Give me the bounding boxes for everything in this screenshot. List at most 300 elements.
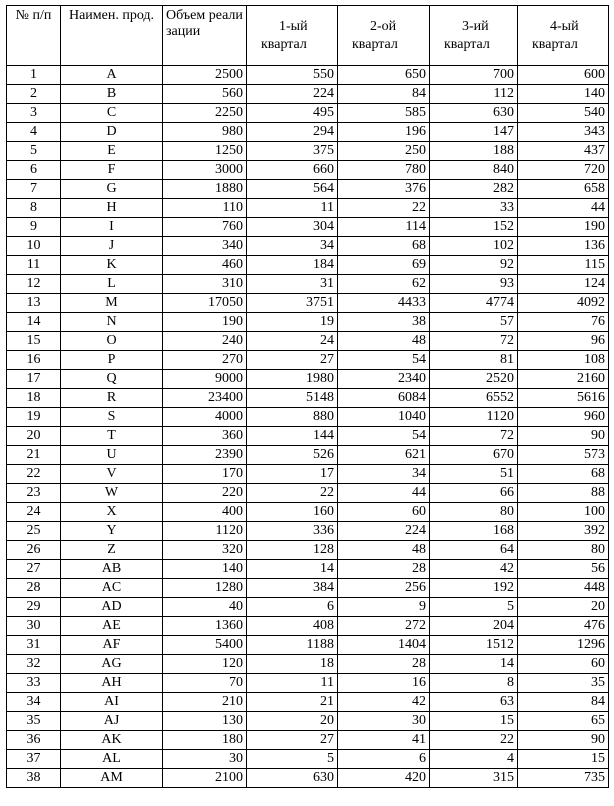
cell-sales-volume: 2390: [163, 446, 247, 465]
cell-quarter-1: 880: [247, 408, 338, 427]
cell-product-name: AF: [61, 636, 163, 655]
cell-row-number: 22: [7, 465, 61, 484]
cell-quarter-2: 62: [338, 275, 430, 294]
cell-row-number: 19: [7, 408, 61, 427]
header-quarter-3-number: 3-ий: [462, 18, 489, 34]
cell-sales-volume: 340: [163, 237, 247, 256]
header-row: [7, 6, 609, 66]
cell-row-number: 2: [7, 85, 61, 104]
cell-quarter-2: 34: [338, 465, 430, 484]
cell-quarter-4: 540: [518, 104, 609, 123]
cell-sales-volume: 110: [163, 199, 247, 218]
table-row: [7, 750, 609, 769]
cell-quarter-3: 840: [430, 161, 518, 180]
cell-quarter-1: 184: [247, 256, 338, 275]
cell-quarter-1: 5: [247, 750, 338, 769]
cell-quarter-3: 168: [430, 522, 518, 541]
cell-quarter-3: 15: [430, 712, 518, 731]
cell-quarter-2: 114: [338, 218, 430, 237]
cell-product-name: K: [61, 256, 163, 275]
cell-product-name: B: [61, 85, 163, 104]
cell-quarter-2: 38: [338, 313, 430, 332]
cell-quarter-2: 22: [338, 199, 430, 218]
cell-quarter-4: 960: [518, 408, 609, 427]
cell-row-number: 32: [7, 655, 61, 674]
cell-quarter-2: 650: [338, 66, 430, 85]
table-row: [7, 256, 609, 275]
cell-sales-volume: 70: [163, 674, 247, 693]
cell-row-number: 15: [7, 332, 61, 351]
cell-row-number: 28: [7, 579, 61, 598]
cell-row-number: 10: [7, 237, 61, 256]
cell-quarter-1: 304: [247, 218, 338, 237]
cell-quarter-1: 408: [247, 617, 338, 636]
cell-quarter-3: 670: [430, 446, 518, 465]
cell-quarter-1: 1188: [247, 636, 338, 655]
cell-product-name: D: [61, 123, 163, 142]
cell-quarter-4: 35: [518, 674, 609, 693]
cell-quarter-3: 33: [430, 199, 518, 218]
table-row: [7, 731, 609, 750]
cell-quarter-4: 15: [518, 750, 609, 769]
table-row: [7, 180, 609, 199]
cell-sales-volume: 130: [163, 712, 247, 731]
cell-sales-volume: 1880: [163, 180, 247, 199]
cell-row-number: 11: [7, 256, 61, 275]
cell-quarter-1: 128: [247, 541, 338, 560]
cell-row-number: 25: [7, 522, 61, 541]
cell-sales-volume: 190: [163, 313, 247, 332]
cell-quarter-4: 60: [518, 655, 609, 674]
cell-quarter-2: 376: [338, 180, 430, 199]
cell-product-name: AJ: [61, 712, 163, 731]
cell-quarter-2: 9: [338, 598, 430, 617]
cell-quarter-2: 224: [338, 522, 430, 541]
cell-sales-volume: 4000: [163, 408, 247, 427]
header-quarter-4-number: 4-ый: [550, 18, 579, 34]
table-row: [7, 161, 609, 180]
header-product-name: Наимен. прод.: [61, 6, 163, 66]
cell-quarter-4: 476: [518, 617, 609, 636]
table-row: [7, 598, 609, 617]
cell-quarter-1: 17: [247, 465, 338, 484]
cell-quarter-1: 27: [247, 351, 338, 370]
cell-quarter-1: 660: [247, 161, 338, 180]
cell-quarter-4: 720: [518, 161, 609, 180]
cell-quarter-4: 190: [518, 218, 609, 237]
header-quarter-1: [247, 6, 338, 66]
table-row: [7, 446, 609, 465]
cell-row-number: 38: [7, 769, 61, 788]
cell-product-name: J: [61, 237, 163, 256]
header-quarter-1-number: 1-ый: [279, 18, 308, 34]
cell-quarter-2: 4433: [338, 294, 430, 313]
cell-quarter-2: 196: [338, 123, 430, 142]
header-quarter-4: [518, 6, 609, 66]
cell-row-number: 29: [7, 598, 61, 617]
cell-quarter-1: 31: [247, 275, 338, 294]
cell-product-name: G: [61, 180, 163, 199]
cell-product-name: E: [61, 142, 163, 161]
table-row: [7, 541, 609, 560]
cell-row-number: 8: [7, 199, 61, 218]
cell-quarter-2: 69: [338, 256, 430, 275]
header-quarter-2-label: квартал: [352, 36, 398, 52]
cell-quarter-1: 6: [247, 598, 338, 617]
cell-quarter-3: 72: [430, 332, 518, 351]
cell-product-name: W: [61, 484, 163, 503]
cell-quarter-2: 6084: [338, 389, 430, 408]
cell-sales-volume: 40: [163, 598, 247, 617]
cell-quarter-4: 124: [518, 275, 609, 294]
cell-quarter-1: 564: [247, 180, 338, 199]
cell-quarter-3: 5: [430, 598, 518, 617]
cell-quarter-1: 14: [247, 560, 338, 579]
cell-quarter-1: 20: [247, 712, 338, 731]
table-row: [7, 484, 609, 503]
cell-quarter-4: 90: [518, 731, 609, 750]
cell-row-number: 1: [7, 66, 61, 85]
cell-quarter-3: 42: [430, 560, 518, 579]
table-row: [7, 123, 609, 142]
cell-quarter-2: 420: [338, 769, 430, 788]
cell-quarter-1: 160: [247, 503, 338, 522]
cell-row-number: 26: [7, 541, 61, 560]
cell-quarter-4: 76: [518, 313, 609, 332]
cell-row-number: 14: [7, 313, 61, 332]
table-row: [7, 275, 609, 294]
cell-product-name: I: [61, 218, 163, 237]
cell-quarter-4: 392: [518, 522, 609, 541]
cell-quarter-4: 2160: [518, 370, 609, 389]
table-row: [7, 104, 609, 123]
table-row: [7, 636, 609, 655]
cell-quarter-1: 27: [247, 731, 338, 750]
header-sales-volume: Объем реализации: [163, 6, 247, 66]
cell-sales-volume: 1280: [163, 579, 247, 598]
cell-quarter-3: 630: [430, 104, 518, 123]
table-row: [7, 351, 609, 370]
cell-row-number: 16: [7, 351, 61, 370]
table-row: [7, 237, 609, 256]
table-row: [7, 522, 609, 541]
cell-quarter-2: 16: [338, 674, 430, 693]
table-row: [7, 218, 609, 237]
cell-row-number: 13: [7, 294, 61, 313]
cell-quarter-1: 11: [247, 674, 338, 693]
cell-sales-volume: 140: [163, 560, 247, 579]
cell-quarter-1: 18: [247, 655, 338, 674]
cell-quarter-2: 54: [338, 427, 430, 446]
cell-quarter-2: 60: [338, 503, 430, 522]
cell-quarter-3: 72: [430, 427, 518, 446]
cell-quarter-3: 147: [430, 123, 518, 142]
cell-quarter-4: 84: [518, 693, 609, 712]
cell-sales-volume: 23400: [163, 389, 247, 408]
cell-quarter-4: 5616: [518, 389, 609, 408]
cell-sales-volume: 220: [163, 484, 247, 503]
cell-product-name: V: [61, 465, 163, 484]
cell-row-number: 37: [7, 750, 61, 769]
cell-quarter-3: 4774: [430, 294, 518, 313]
cell-quarter-1: 550: [247, 66, 338, 85]
cell-quarter-3: 2520: [430, 370, 518, 389]
cell-quarter-2: 256: [338, 579, 430, 598]
table-row: [7, 712, 609, 731]
cell-row-number: 20: [7, 427, 61, 446]
cell-row-number: 9: [7, 218, 61, 237]
cell-product-name: S: [61, 408, 163, 427]
header-quarter-1-label: квартал: [261, 36, 307, 52]
cell-quarter-2: 54: [338, 351, 430, 370]
cell-product-name: AH: [61, 674, 163, 693]
cell-product-name: O: [61, 332, 163, 351]
table-row: [7, 294, 609, 313]
cell-quarter-1: 24: [247, 332, 338, 351]
table-row: [7, 408, 609, 427]
cell-product-name: AG: [61, 655, 163, 674]
cell-quarter-3: 6552: [430, 389, 518, 408]
cell-quarter-2: 272: [338, 617, 430, 636]
cell-quarter-4: 56: [518, 560, 609, 579]
cell-row-number: 36: [7, 731, 61, 750]
table-row: [7, 85, 609, 104]
table-row: [7, 199, 609, 218]
table-row: [7, 427, 609, 446]
cell-sales-volume: 17050: [163, 294, 247, 313]
header-quarter-2: [338, 6, 430, 66]
table-row: [7, 769, 609, 788]
cell-quarter-2: 41: [338, 731, 430, 750]
cell-quarter-2: 6: [338, 750, 430, 769]
cell-quarter-3: 204: [430, 617, 518, 636]
cell-sales-volume: 2100: [163, 769, 247, 788]
cell-row-number: 3: [7, 104, 61, 123]
cell-quarter-2: 48: [338, 541, 430, 560]
cell-sales-volume: 460: [163, 256, 247, 275]
cell-quarter-1: 34: [247, 237, 338, 256]
cell-quarter-4: 343: [518, 123, 609, 142]
cell-sales-volume: 210: [163, 693, 247, 712]
table-row: [7, 332, 609, 351]
cell-product-name: AB: [61, 560, 163, 579]
cell-quarter-3: 700: [430, 66, 518, 85]
cell-quarter-4: 90: [518, 427, 609, 446]
table-row: [7, 693, 609, 712]
cell-product-name: X: [61, 503, 163, 522]
cell-sales-volume: 180: [163, 731, 247, 750]
cell-sales-volume: 2500: [163, 66, 247, 85]
cell-quarter-4: 573: [518, 446, 609, 465]
cell-product-name: AI: [61, 693, 163, 712]
cell-row-number: 4: [7, 123, 61, 142]
cell-product-name: AD: [61, 598, 163, 617]
table-row: [7, 674, 609, 693]
cell-quarter-2: 48: [338, 332, 430, 351]
cell-sales-volume: 3000: [163, 161, 247, 180]
cell-quarter-4: 448: [518, 579, 609, 598]
cell-product-name: AE: [61, 617, 163, 636]
cell-quarter-3: 188: [430, 142, 518, 161]
cell-quarter-2: 84: [338, 85, 430, 104]
cell-quarter-4: 44: [518, 199, 609, 218]
cell-product-name: AC: [61, 579, 163, 598]
cell-quarter-2: 250: [338, 142, 430, 161]
cell-quarter-4: 4092: [518, 294, 609, 313]
cell-quarter-4: 735: [518, 769, 609, 788]
cell-quarter-1: 22: [247, 484, 338, 503]
cell-quarter-4: 20: [518, 598, 609, 617]
cell-sales-volume: 980: [163, 123, 247, 142]
cell-quarter-1: 526: [247, 446, 338, 465]
cell-quarter-1: 630: [247, 769, 338, 788]
cell-sales-volume: 400: [163, 503, 247, 522]
table-body: [7, 66, 609, 788]
cell-quarter-4: 1296: [518, 636, 609, 655]
cell-quarter-4: 100: [518, 503, 609, 522]
cell-quarter-1: 495: [247, 104, 338, 123]
cell-product-name: AM: [61, 769, 163, 788]
cell-sales-volume: 320: [163, 541, 247, 560]
cell-quarter-1: 294: [247, 123, 338, 142]
cell-quarter-1: 144: [247, 427, 338, 446]
cell-sales-volume: 270: [163, 351, 247, 370]
cell-quarter-1: 384: [247, 579, 338, 598]
cell-quarter-4: 658: [518, 180, 609, 199]
cell-product-name: P: [61, 351, 163, 370]
cell-product-name: R: [61, 389, 163, 408]
header-quarter-3-label: квартал: [444, 36, 490, 52]
cell-quarter-2: 585: [338, 104, 430, 123]
cell-sales-volume: 240: [163, 332, 247, 351]
cell-quarter-1: 375: [247, 142, 338, 161]
cell-quarter-3: 282: [430, 180, 518, 199]
cell-quarter-3: 102: [430, 237, 518, 256]
cell-product-name: Z: [61, 541, 163, 560]
cell-product-name: AL: [61, 750, 163, 769]
cell-quarter-4: 136: [518, 237, 609, 256]
cell-quarter-3: 152: [430, 218, 518, 237]
cell-quarter-3: 192: [430, 579, 518, 598]
cell-product-name: L: [61, 275, 163, 294]
cell-row-number: 33: [7, 674, 61, 693]
cell-quarter-2: 621: [338, 446, 430, 465]
cell-product-name: Q: [61, 370, 163, 389]
cell-quarter-3: 51: [430, 465, 518, 484]
cell-quarter-3: 315: [430, 769, 518, 788]
cell-sales-volume: 310: [163, 275, 247, 294]
cell-quarter-1: 11: [247, 199, 338, 218]
header-row-number: № п/п: [7, 6, 61, 66]
sales-table: [6, 5, 609, 788]
cell-quarter-3: 63: [430, 693, 518, 712]
cell-quarter-3: 4: [430, 750, 518, 769]
cell-quarter-4: 65: [518, 712, 609, 731]
cell-quarter-3: 81: [430, 351, 518, 370]
cell-quarter-4: 68: [518, 465, 609, 484]
cell-quarter-3: 57: [430, 313, 518, 332]
cell-row-number: 31: [7, 636, 61, 655]
cell-quarter-2: 28: [338, 655, 430, 674]
table-row: [7, 655, 609, 674]
cell-quarter-3: 1512: [430, 636, 518, 655]
cell-quarter-3: 14: [430, 655, 518, 674]
cell-quarter-4: 115: [518, 256, 609, 275]
table-header: [7, 6, 609, 66]
cell-row-number: 35: [7, 712, 61, 731]
table-row: [7, 370, 609, 389]
cell-quarter-3: 112: [430, 85, 518, 104]
cell-quarter-1: 5148: [247, 389, 338, 408]
cell-row-number: 6: [7, 161, 61, 180]
cell-sales-volume: 360: [163, 427, 247, 446]
cell-quarter-3: 92: [430, 256, 518, 275]
cell-quarter-1: 224: [247, 85, 338, 104]
cell-sales-volume: 560: [163, 85, 247, 104]
cell-quarter-4: 88: [518, 484, 609, 503]
cell-product-name: U: [61, 446, 163, 465]
cell-quarter-1: 336: [247, 522, 338, 541]
header-quarter-2-number: 2-ой: [370, 18, 397, 34]
cell-sales-volume: 5400: [163, 636, 247, 655]
cell-quarter-2: 30: [338, 712, 430, 731]
cell-sales-volume: 1250: [163, 142, 247, 161]
cell-quarter-1: 21: [247, 693, 338, 712]
cell-quarter-3: 1120: [430, 408, 518, 427]
cell-product-name: AK: [61, 731, 163, 750]
cell-quarter-3: 22: [430, 731, 518, 750]
cell-row-number: 27: [7, 560, 61, 579]
cell-quarter-2: 44: [338, 484, 430, 503]
cell-quarter-3: 93: [430, 275, 518, 294]
header-quarter-3: [430, 6, 518, 66]
cell-quarter-3: 64: [430, 541, 518, 560]
cell-product-name: N: [61, 313, 163, 332]
table-row: [7, 503, 609, 522]
cell-quarter-3: 8: [430, 674, 518, 693]
cell-row-number: 34: [7, 693, 61, 712]
cell-product-name: A: [61, 66, 163, 85]
cell-product-name: C: [61, 104, 163, 123]
cell-row-number: 30: [7, 617, 61, 636]
cell-quarter-4: 437: [518, 142, 609, 161]
cell-quarter-2: 1040: [338, 408, 430, 427]
cell-sales-volume: 1120: [163, 522, 247, 541]
cell-quarter-4: 140: [518, 85, 609, 104]
cell-sales-volume: 1360: [163, 617, 247, 636]
table-row: [7, 142, 609, 161]
cell-sales-volume: 9000: [163, 370, 247, 389]
table-row: [7, 617, 609, 636]
cell-quarter-4: 80: [518, 541, 609, 560]
cell-quarter-3: 66: [430, 484, 518, 503]
cell-row-number: 5: [7, 142, 61, 161]
table-row: [7, 313, 609, 332]
cell-sales-volume: 120: [163, 655, 247, 674]
cell-row-number: 7: [7, 180, 61, 199]
cell-quarter-4: 600: [518, 66, 609, 85]
cell-sales-volume: 170: [163, 465, 247, 484]
cell-row-number: 21: [7, 446, 61, 465]
table-row: [7, 389, 609, 408]
cell-quarter-1: 1980: [247, 370, 338, 389]
cell-product-name: T: [61, 427, 163, 446]
table-row: [7, 560, 609, 579]
cell-product-name: M: [61, 294, 163, 313]
cell-quarter-4: 108: [518, 351, 609, 370]
cell-row-number: 18: [7, 389, 61, 408]
cell-quarter-2: 1404: [338, 636, 430, 655]
